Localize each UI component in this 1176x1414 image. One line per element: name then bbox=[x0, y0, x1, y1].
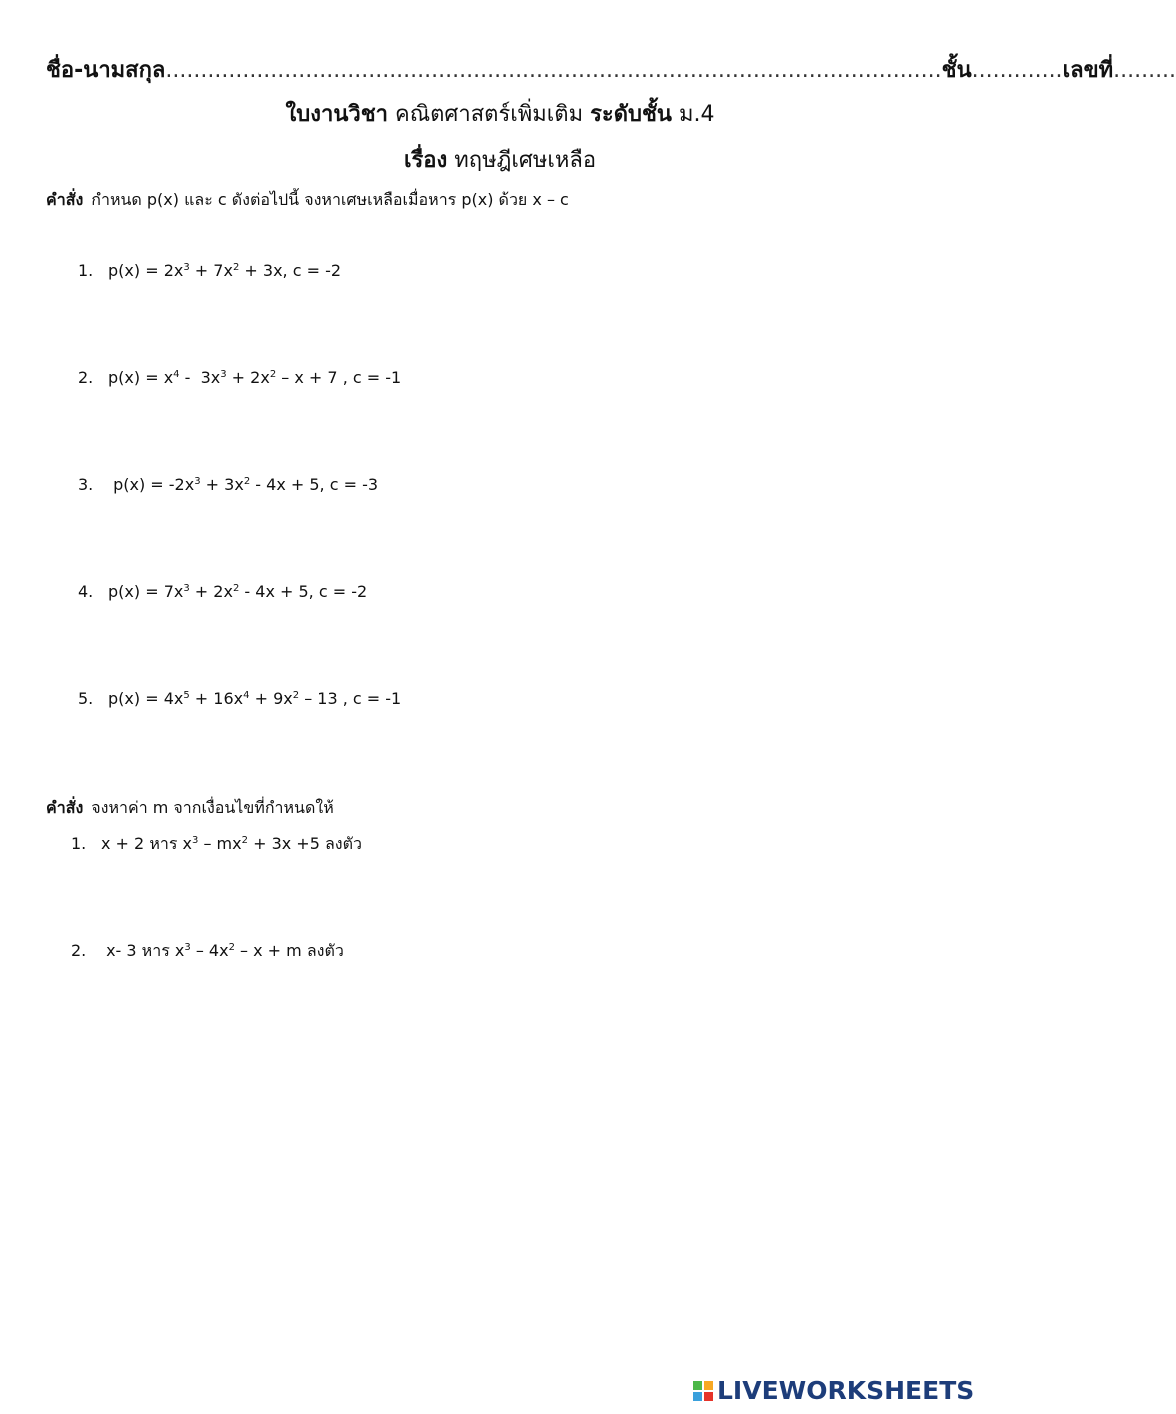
number-blank[interactable]: ......... bbox=[1113, 58, 1176, 83]
worksheet-topic bbox=[0, 142, 1000, 177]
problem-number: 1. bbox=[78, 261, 94, 280]
class-label: ชั้น bbox=[941, 58, 972, 83]
expr-part: + 3x +5 ลงตัว bbox=[247, 834, 362, 853]
expr-part: - 4x + 5, c = -2 bbox=[239, 582, 368, 601]
expr-part: + 16x bbox=[189, 689, 244, 708]
worksheet-title bbox=[0, 96, 1000, 131]
instruction-text: กำหนด p(x) และ c ดังต่อไปนี้ จงหาเศษเหลือเมื่อหาร p(x) ด้วย x – c bbox=[91, 190, 569, 209]
expr-part: p(x) = 2x bbox=[108, 261, 184, 280]
logo-text: LIVEWORKSHEETS bbox=[717, 1376, 975, 1405]
expr-part: - 3x bbox=[179, 368, 221, 387]
instruction-label: คำสั่ง bbox=[46, 798, 84, 817]
expr-part: + 2x bbox=[189, 582, 233, 601]
class-blank[interactable]: ............. bbox=[971, 58, 1063, 83]
subject-value: คณิตศาสตร์เพิ่มเติม bbox=[395, 102, 584, 127]
logo-square bbox=[693, 1381, 702, 1390]
expr-part: + 7x bbox=[189, 261, 233, 280]
expr-part: p(x) = 4x bbox=[108, 689, 184, 708]
name-blank[interactable]: ............................................................................................................... bbox=[165, 58, 942, 83]
instruction-text: จงหาค่า m จากเงื่อนไขที่กำหนดให้ bbox=[91, 798, 334, 817]
problem-number: 2. bbox=[78, 368, 94, 387]
topic-value: ทฤษฎีเศษเหลือ bbox=[454, 148, 597, 173]
subject-label: ใบงานวิชา bbox=[285, 102, 388, 127]
level-label: ระดับชั้น bbox=[590, 102, 672, 127]
logo-icon bbox=[693, 1381, 713, 1401]
problem-number: 5. bbox=[78, 689, 94, 708]
problem-2 bbox=[78, 368, 401, 387]
problem-number: 3. bbox=[78, 475, 94, 494]
exponent: 3 bbox=[183, 583, 190, 594]
expr-part: p(x) = -2x bbox=[108, 475, 195, 494]
student-info-line bbox=[46, 52, 1176, 87]
problem-number: 4. bbox=[78, 582, 94, 601]
problem-4 bbox=[78, 582, 367, 601]
problem-number: 2. bbox=[71, 941, 87, 960]
instruction-label: คำสั่ง bbox=[46, 190, 84, 209]
exponent: 5 bbox=[183, 690, 190, 701]
expr-part: p(x) = 7x bbox=[108, 582, 184, 601]
problem-5 bbox=[78, 689, 401, 708]
expr-part: – 4x bbox=[190, 941, 229, 960]
m-problem-2 bbox=[71, 939, 344, 964]
exponent: 4 bbox=[243, 690, 250, 701]
logo-square bbox=[704, 1392, 713, 1401]
expr-part: – 13 , c = -1 bbox=[299, 689, 402, 708]
exponent: 2 bbox=[292, 690, 300, 701]
expr-part: – x + m ลงตัว bbox=[234, 941, 344, 960]
expr-part: x + 2 หาร x bbox=[101, 834, 192, 853]
name-label: ชื่อ-นามสกุล bbox=[46, 58, 166, 83]
logo-square bbox=[704, 1381, 713, 1390]
expr-part: + 3x bbox=[200, 475, 244, 494]
expr-part: + 3x, c = -2 bbox=[239, 261, 342, 280]
exponent: 2 bbox=[269, 369, 277, 380]
expr-part: – mx bbox=[198, 834, 242, 853]
expr-part: – x + 7 , c = -1 bbox=[276, 368, 402, 387]
problem-1 bbox=[78, 261, 341, 280]
logo-square bbox=[693, 1392, 702, 1401]
exponent: 3 bbox=[183, 262, 190, 273]
expr-part: p(x) = x bbox=[108, 368, 174, 387]
exponent: 4 bbox=[173, 369, 180, 380]
section1-instruction bbox=[46, 188, 569, 213]
level-value: ม.4 bbox=[678, 102, 715, 127]
exponent: 2 bbox=[232, 583, 240, 594]
number-label: เลขที่ bbox=[1062, 58, 1114, 83]
expr-part: - 4x + 5, c = -3 bbox=[250, 475, 379, 494]
exponent: 3 bbox=[184, 942, 191, 953]
exponent: 2 bbox=[228, 942, 235, 953]
topic-label: เรื่อง bbox=[403, 148, 448, 173]
section2-instruction bbox=[46, 796, 334, 821]
exponent: 3 bbox=[192, 835, 199, 846]
expr-part: + 9x bbox=[249, 689, 293, 708]
problem-number: 1. bbox=[71, 834, 87, 853]
exponent: 3 bbox=[220, 369, 227, 380]
exponent: 3 bbox=[194, 476, 201, 487]
m-problem-1 bbox=[71, 832, 362, 857]
expr-part: + 2x bbox=[226, 368, 270, 387]
problem-3 bbox=[78, 475, 378, 494]
liveworksheets-logo bbox=[693, 1376, 974, 1405]
exponent: 2 bbox=[243, 476, 251, 487]
exponent: 2 bbox=[232, 262, 240, 273]
exponent: 2 bbox=[241, 835, 248, 846]
expr-part: x- 3 หาร x bbox=[101, 941, 185, 960]
